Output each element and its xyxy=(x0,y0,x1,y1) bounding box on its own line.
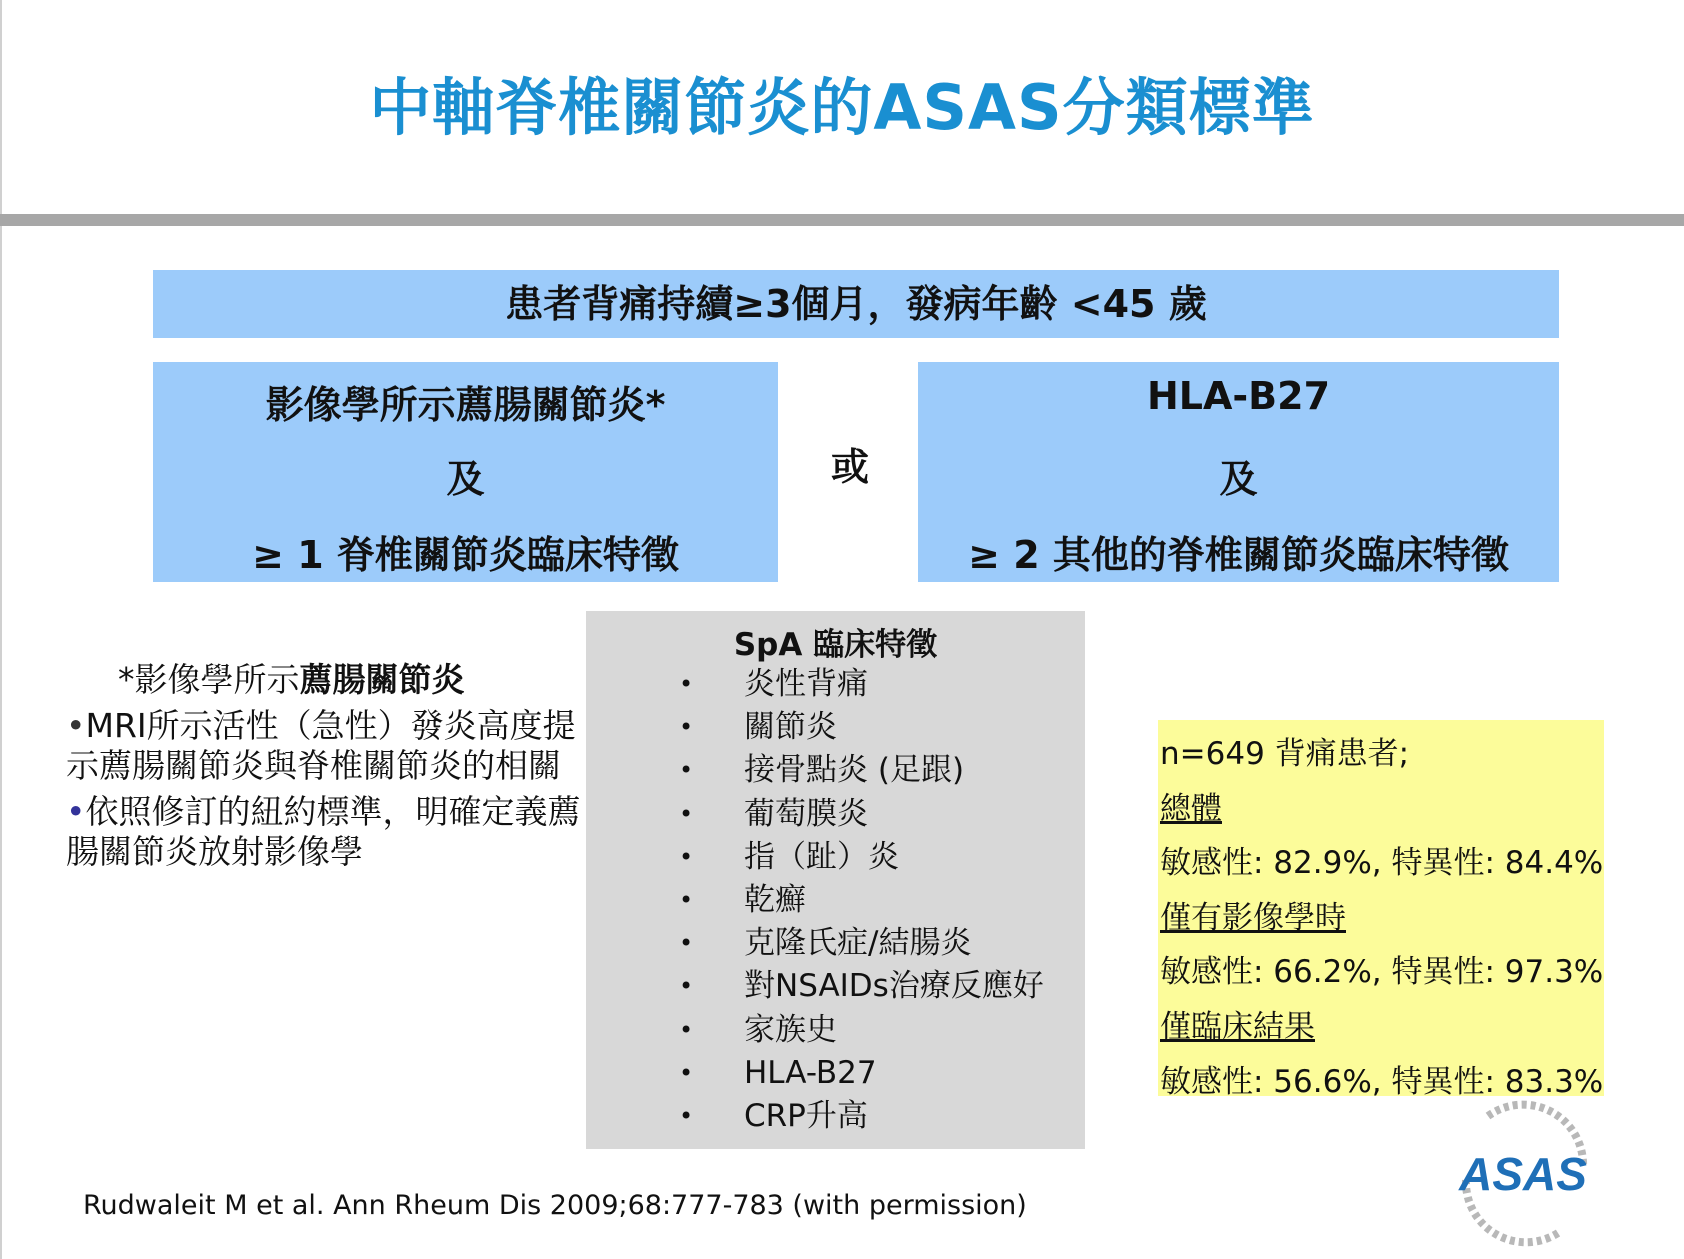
list-item xyxy=(586,1009,1085,1052)
slide-left-border xyxy=(0,0,2,1259)
citation: Rudwaleit M et al. Ann Rheum Dis 2009;68:777-783 (with permission) xyxy=(83,1190,1027,1221)
stats-imaging-only-values: 敏感性: 66.2%, 特異性: 97.3% xyxy=(1160,954,1604,990)
note-heading-bold: 薦腸關節炎 xyxy=(299,660,465,699)
stats-overall-label: 總體 xyxy=(1160,791,1222,827)
performance-stats-box xyxy=(1158,720,1604,1100)
list-item xyxy=(586,749,1085,792)
note-heading-prefix: *影像學所示 xyxy=(118,660,300,699)
feature-text: HLA-B27 xyxy=(744,1054,877,1091)
imaging-arm-line1: 影像學所示薦腸關節炎* xyxy=(265,383,666,427)
bullet-icon: • xyxy=(679,756,694,785)
note-bullet: • xyxy=(66,792,86,831)
list-item xyxy=(586,706,1085,749)
logo-text: ASAS xyxy=(1459,1148,1587,1200)
imaging-arm-line2: 及 xyxy=(446,457,485,501)
note-bullet: • xyxy=(66,706,86,745)
bullet-icon: • xyxy=(679,1058,694,1087)
feature-text: 克隆氏症/結腸炎 xyxy=(744,925,972,962)
bullet-icon: • xyxy=(679,713,694,742)
list-item xyxy=(586,793,1085,836)
feature-text: 指（趾）炎 xyxy=(744,838,899,875)
stats-clinical-only-values: 敏感性: 56.6%, 特異性: 83.3% xyxy=(1160,1064,1604,1100)
list-item xyxy=(586,879,1085,922)
imaging-arm-box xyxy=(153,362,778,582)
bullet-icon: • xyxy=(679,1101,694,1130)
bullet-icon: • xyxy=(679,1015,694,1044)
stats-clinical-only-label: 僅臨床結果 xyxy=(1160,1009,1315,1045)
or-connector: 或 xyxy=(830,445,869,489)
spa-features-box xyxy=(586,611,1085,1149)
bullet-icon: • xyxy=(679,799,694,828)
title-divider xyxy=(0,214,1684,226)
feature-text: 炎性背痛 xyxy=(744,666,868,702)
feature-text: CRP升高 xyxy=(744,1097,868,1134)
note-item-text: 依照修訂的紐約標準，明確定義薦腸關節炎放射影像學 xyxy=(66,792,581,871)
imaging-arm-line3: ≥ 1 脊椎關節炎臨床特徵 xyxy=(252,533,679,577)
clinical-arm-line1: HLA-B27 xyxy=(1146,374,1331,418)
note-item-text: MRI所示活性（急性）發炎高度提示薦腸關節炎與脊椎關節炎的相關 xyxy=(66,706,576,785)
bullet-icon: • xyxy=(679,670,694,698)
slide-title: 中軸脊椎關節炎的ASAS分類標準 xyxy=(369,71,1315,144)
note-item-ny-criteria xyxy=(66,792,586,872)
bullet-icon: • xyxy=(679,929,694,958)
feature-text: 乾癬 xyxy=(744,881,806,918)
list-item xyxy=(586,1095,1085,1138)
feature-text: 關節炎 xyxy=(744,709,837,746)
list-item xyxy=(586,922,1085,965)
stats-population: n=649 背痛患者; xyxy=(1160,736,1410,772)
bullet-icon: • xyxy=(679,885,694,914)
sacroiliitis-note xyxy=(66,660,586,878)
entry-criterion-box: 患者背痛持續≥3個月，發病年齡 <45 歲 xyxy=(153,270,1559,338)
note-item-mri xyxy=(66,706,586,786)
clinical-arm-box xyxy=(918,362,1559,582)
stats-overall-values: 敏感性: 82.9%, 特異性: 84.4% xyxy=(1160,845,1604,881)
list-item xyxy=(586,1052,1085,1095)
spa-features-title: SpA 臨床特徵 xyxy=(733,627,938,663)
clinical-arm-line3: ≥ 2 其他的脊椎關節炎臨床特徵 xyxy=(968,533,1509,577)
feature-text: 接骨點炎 (足跟) xyxy=(744,752,965,789)
bullet-icon: • xyxy=(679,972,694,1001)
note-heading xyxy=(66,660,586,700)
feature-text: 家族史 xyxy=(744,1011,837,1048)
stats-imaging-only-label: 僅有影像學時 xyxy=(1160,900,1346,936)
feature-text: 葡萄膜炎 xyxy=(744,795,868,832)
feature-text: 對NSAIDs治療反應好 xyxy=(744,968,1044,1005)
list-item xyxy=(586,965,1085,1008)
list-item xyxy=(586,663,1085,706)
clinical-arm-line2: 及 xyxy=(1219,457,1258,501)
bullet-icon: • xyxy=(679,842,694,871)
spa-features-list xyxy=(586,663,1085,1138)
asas-logo-icon xyxy=(1448,1098,1598,1248)
list-item xyxy=(586,836,1085,879)
